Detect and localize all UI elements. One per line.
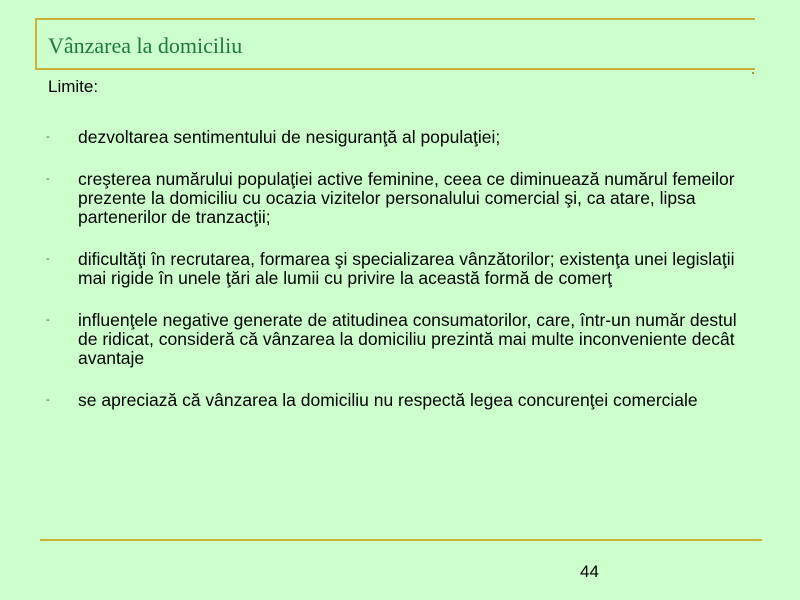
top-left-vertical-rule <box>35 18 37 70</box>
top-horizontal-rule <box>35 18 755 20</box>
decorative-dot <box>752 72 754 74</box>
bullet-text: influenţele negative generate de atitudinea consumatorilor, care, într-un număr destul de ridicat, consideră că vânzarea la domiciliu prezintă mai multe inconveniente decât avantaje <box>78 310 737 368</box>
dash-bullet-icon: - <box>46 253 50 265</box>
bullet-text: dezvoltarea sentimentului de nesiguranţă al populaţiei; <box>78 127 501 147</box>
dash-bullet-icon: - <box>46 314 50 326</box>
bullet-text: se apreciază că vânzarea la domiciliu nu respectă legea concurenţei comerciale <box>78 390 698 410</box>
footer-rule <box>40 539 762 541</box>
bullet-text: creşterea numărului populaţiei active feminine, ceea ce diminuează numărul femeilor prezente la domiciliu cu ocazia vizitelor personalului comercial şi, ca atare, lipsa partenerilor de tranzacţii; <box>78 169 735 227</box>
bullet-item <box>46 250 746 288</box>
dash-bullet-icon: - <box>46 394 50 406</box>
bullet-list <box>46 128 746 433</box>
bullet-item <box>46 170 746 227</box>
bullet-item <box>46 311 746 368</box>
bullet-item <box>46 391 746 410</box>
slide-title: Vânzarea la domiciliu <box>48 33 243 58</box>
bullet-item <box>46 128 746 147</box>
title-underline-rule <box>35 68 755 70</box>
dash-bullet-icon: - <box>46 131 50 143</box>
bullet-text: dificultăţi în recrutarea, formarea şi specializarea vânzătorilor; existenţa unei legislaţii mai rigide în unele ţări ale lumii cu privire la această formă de comerţ <box>78 249 735 288</box>
page-number: 44 <box>580 562 599 581</box>
dash-bullet-icon: - <box>46 173 50 185</box>
intro-text: Limite: <box>48 77 99 96</box>
